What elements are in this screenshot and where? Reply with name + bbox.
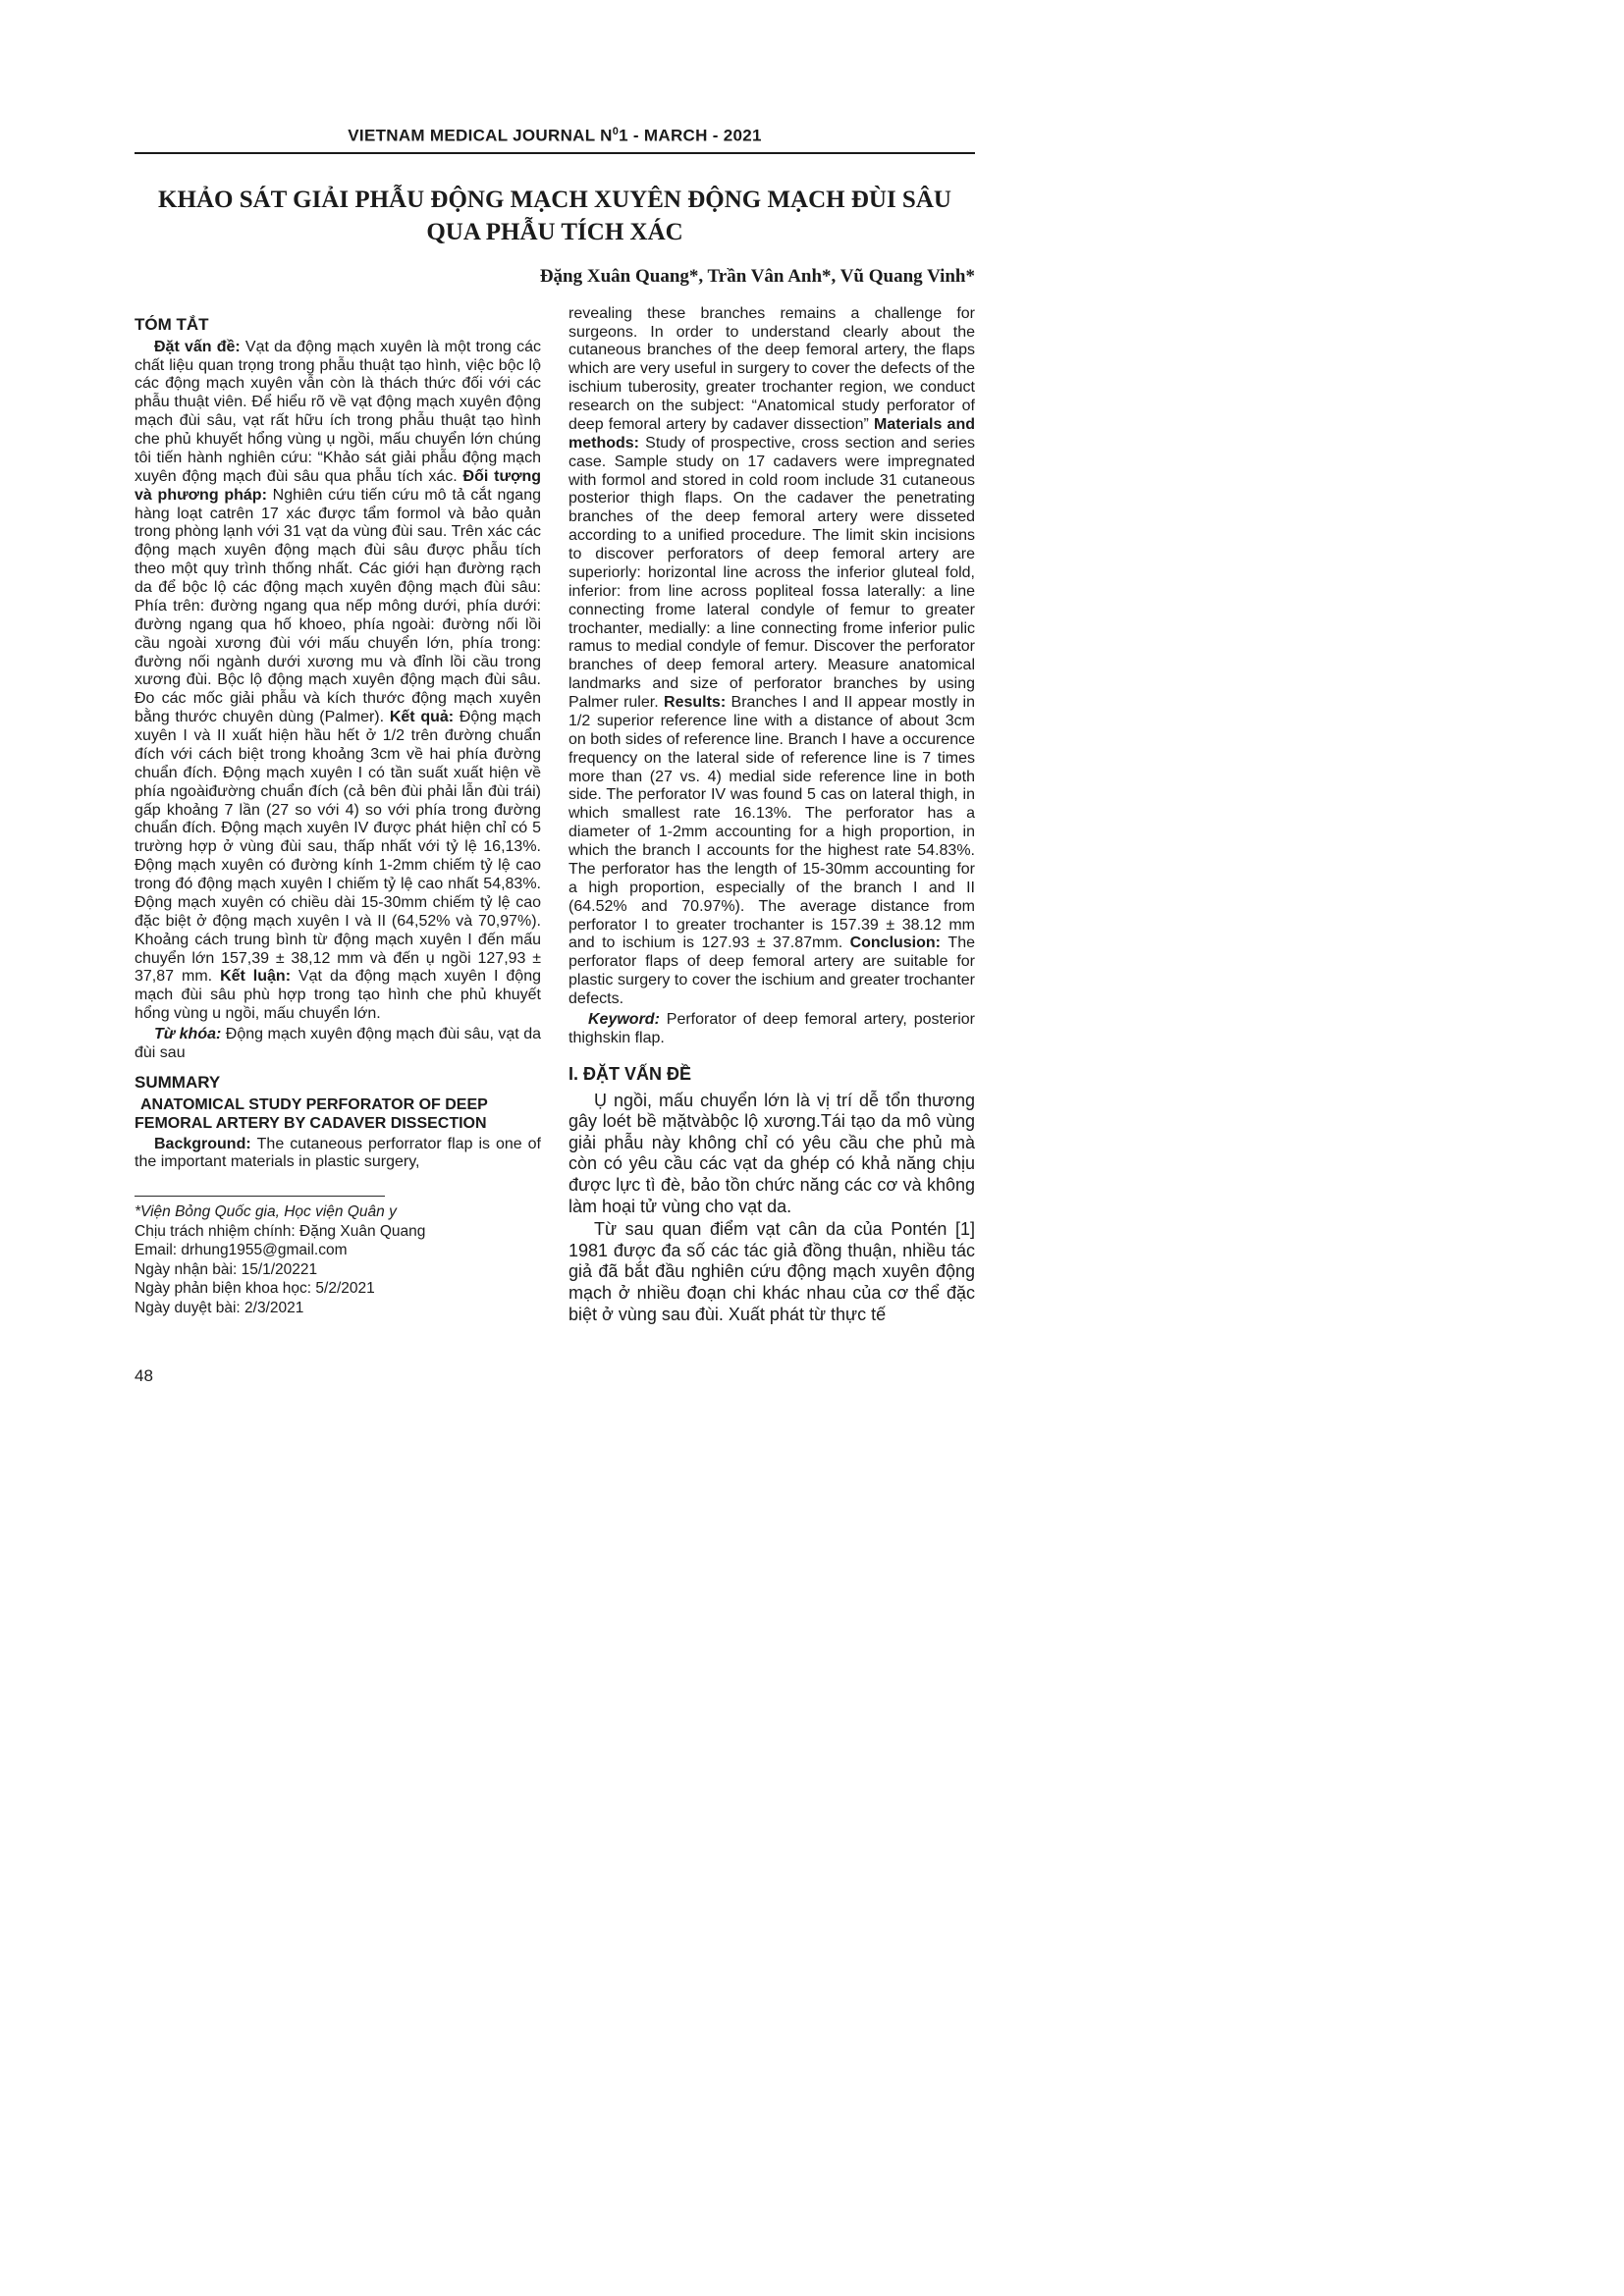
- summary-heading: SUMMARY: [135, 1072, 221, 1092]
- background-paragraph: [135, 1136, 541, 1173]
- paper-title-line1: KHẢO SÁT GIẢI PHẪU ĐỘNG MẠCH XUYÊN ĐỘNG MẠCH ĐÙI SÂU: [158, 186, 951, 213]
- footnote-corresponding-author: Chịu trách nhiệm chính: Đặng Xuân Quang: [135, 1222, 426, 1240]
- page-content: [135, 126, 975, 1327]
- intro-paragraph-1: Ụ ngồi, mấu chuyển lớn là vị trí dễ tổn thương gây loét bề mặtvàbộc lộ xương.Tái tạo da mô vùng giải phẫu này không chỉ có yêu cầu che phủ mà còn có yêu cầu các vạt da ghép có khả năng chịu được lực tì đè, bảo tồn chức năng các cơ và không làm hoại tử vùng cho vạt da.: [568, 1090, 975, 1216]
- footnote-received-date: Ngày nhận bài: 15/1/20221: [135, 1260, 318, 1278]
- footnote-email: Email: drhung1955@gmail.com: [135, 1242, 348, 1259]
- label-materials-methods: Materials and methods:: [568, 415, 975, 452]
- abstract-vi-paragraph: [135, 339, 541, 1024]
- journal-issue-superscript: 0: [612, 126, 620, 137]
- introduction-heading: I. ĐẶT VẤN ĐỀ: [568, 1063, 692, 1084]
- label-background: Background:: [154, 1135, 257, 1152]
- english-abstract-paragraph: [568, 305, 975, 1009]
- english-abstract-continuation: revealing these branches remains a challenge for surgeons. In order to understand clearly about the cutaneous branches of the deep femoral artery, the flaps which are very useful in surgery to cover the defects of the ischium tuberosity, greater trochanter region, we conduct research on the subject: “Anatomical study perforator of deep femoral artery by cadaver dissection”: [568, 304, 975, 433]
- english-abstract-conclusion: The perforator flaps of deep femoral artery are suitable for plastic surgery to cover the ischium and greater trochanter defects.: [568, 934, 975, 1008]
- footnote-review-date: Ngày phản biện khoa học: 5/2/2021: [135, 1280, 375, 1298]
- background-text-left: The cutaneous perforrator flap is one of the important materials in plastic surgery,: [135, 1135, 541, 1171]
- two-column-body: [135, 305, 975, 1328]
- label-conclusion: Conclusion:: [849, 934, 948, 952]
- summary-english-title: ANATOMICAL STUDY PERFORATOR OF DEEP FEMORAL ARTERY BY CADAVER DISSECTION: [135, 1095, 488, 1132]
- label-dat-van-de: Đặt vấn đề:: [154, 338, 245, 355]
- abstract-heading-vi: TÓM TẮT: [135, 314, 209, 334]
- journal-header-text: VIETNAM MEDICAL JOURNAL N: [348, 126, 613, 145]
- paper-title-line2: QUA PHẪU TÍCH XÁC: [426, 218, 683, 245]
- keywords-vi: [135, 1026, 541, 1063]
- footnote-rule: [135, 1196, 385, 1197]
- label-ket-qua: Kết quả:: [389, 709, 460, 726]
- journal-header-date: 1 - MARCH - 2021: [619, 126, 762, 145]
- page-number: 48: [135, 1366, 153, 1385]
- footnote-accepted-date: Ngày duyệt bài: 2/3/2021: [135, 1299, 304, 1316]
- keywords-en: [568, 1011, 975, 1048]
- english-abstract-results: Branches I and II appear mostly in 1/2 superior reference line with a distance of about 3cm on both sides of reference line. Branch I have a occurence frequency on the lateral side of reference line is 7 times more than (27 vs. 4) medial side reference line in both side. The perforator IV was found 5 cas on lateral thigh, in which smallest rate 16.13%. The perforator has a diameter of 1-2mm accounting for a high proportion, in which the branch I accounts for the highest rate 54.83%. The perforator has the length of 15-30mm accounting for a high proportion, especially of the branch I and II (64.52% and 70.97%). The average distance from perforator I to greater trochanter is 157.39 ± 38.12 mm and to ischium is 127.93 ± 37.87mm.: [568, 694, 976, 952]
- keywords-en-text: Perforator of deep femoral artery, posterior thighskin flap.: [568, 1010, 976, 1046]
- abstract-vi-background: Vạt da động mạch xuyên là một trong các chất liệu quan trọng trong phẫu thuật tạo hình, việc bộc lộ các động mạch xuyên vẫn còn là thách thức đối với các phẫu thuật viên. Để hiểu rõ về vạt động mạch xuyên động mạch đùi sâu, vạt rất hữu ích trong phẫu thuật tạo hình che phủ khuyết hổng vùng ụ ngồi, mấu chuyển lớn chúng tôi tiến hành nghiên cứu: “Khảo sát giải phẫu động mạch xuyên động mạch đùi sâu qua phẫu tích xác.: [135, 338, 542, 485]
- authors-line: Đặng Xuân Quang*, Trần Vân Anh*, Vũ Quang Vinh*: [539, 265, 975, 287]
- abstract-vi-results: Động mạch xuyên I và II xuất hiện hầu hết ở 1/2 trên đường chuẩn đích với cách biệt trong khoảng 3cm về hai phía đường chuẩn đích. Động mạch xuyên I có tần suất xuất hiện về phía ngoàiđường chuẩn đích (cả bên đùi phải lẫn đùi trái) gấp khoảng 7 lần (27 so với 4) so với phía trong đường chuẩn đích. Động mạch xuyên IV được phát hiện chỉ có 5 trường hợp ở vùng đùi sau, thấp nhất với tỷ lệ 16,13%. Động mạch xuyên có đường kính 1-2mm chiếm tỷ lệ cao trong đó động mạch xuyên I chiếm tỷ lệ cao nhất 54,83%. Động mạch xuyên có chiều dài 15-30mm chiếm tỷ lệ cao đặc biệt ở động mạch xuyên I và II (64,52% và 70,97%). Khoảng cách trung bình từ động mạch xuyên I đến mấu chuyển lớn 157,39 ± 38,12 mm và đến ụ ngồi 127,93 ± 37,87 mm.: [135, 709, 541, 986]
- paper-title: [140, 184, 969, 248]
- left-column: [135, 305, 541, 1318]
- right-column: [568, 305, 975, 1328]
- footnote-block: [135, 1196, 541, 1317]
- journal-header: [135, 126, 975, 154]
- keywords-vi-label: Từ khóa:: [154, 1026, 226, 1043]
- intro-paragraph-2: Từ sau quan điểm vạt cân da của Pontén [1] 1981 được đa số các tác giả đồng thuận, nhiều tác giả đã bắt đầu nghiên cứu động mạch xuyên động mạch ở nhiều đoạn chi khác nhau của cơ thể đặc biệt ở vùng sau đùi. Xuất phát từ thực tế: [568, 1219, 975, 1324]
- abstract-vi-methods: Nghiên cứu tiến cứu mô tả cắt ngang hàng loạt catrên 17 xác được tẩm formol và bảo quản trong phòng lạnh với 31 vạt da vùng đùi sau. Trên xác các động mạch xuyên động mạch đùi sâu được phẫu tích theo một quy trình thống nhất. Các giới hạn đường rạch da để bộc lộ các động mạch xuyên động mạch đùi sâu: Phía trên: đường ngang qua nếp mông dưới, phía dưới: đường ngang qua hố khoeo, phía ngoài: đường nối lồi cầu ngoài xương đùi với mấu chuyển lớn, phía trong: đường nối ngành dưới xương mu và đỉnh lồi cầu trong xương đùi. Bộc lộ động mạch xuyên động mạch đùi sâu. Đo các mốc giải phẫu và kích thước động mạch xuyên bằng thước chuyên dùng (Palmer).: [135, 486, 541, 726]
- label-doi-tuong-phuong-phap: Đối tượng và phương pháp:: [135, 467, 541, 504]
- keywords-vi-text: Động mạch xuyên động mạch đùi sâu, vạt da đùi sau: [135, 1026, 541, 1061]
- footnote-affiliation: *Viện Bỏng Quốc gia, Học viện Quân y: [135, 1203, 397, 1221]
- abstract-vi-conclusion: Vạt da động mạch xuyên I động mạch đùi sâu phù hợp trong tạo hình che phủ khuyết hổng vùng u ngồi, mấu chuyển lớn.: [135, 968, 542, 1023]
- keywords-en-label: Keyword:: [588, 1010, 667, 1028]
- label-results: Results:: [664, 694, 731, 712]
- english-abstract-methods: Study of prospective, cross section and series case. Sample study on 17 cadavers were impregnated with formol and stored in cold room include 31 cutaneous posterior thigh flaps. On the cadaver the penetrating branches of the deep femoral artery were disseted according to a unified procedure. The limit skin incisions to discover perforators of deep femoral artery are superiorly: horizontal line across the inferior gluteal fold, inferior: from line across popliteal fossa laterally: a line connecting frome lateral condyle of femur to greater trochanter, medially: a line connecting frome inferior pulic ramus to medial condyle of femur. Discover the perforator branches of deep femoral artery. Measure anatomical landmarks and size of perforator branches by using Palmer ruler.: [568, 434, 975, 712]
- label-ket-luan: Kết luận:: [220, 968, 298, 986]
